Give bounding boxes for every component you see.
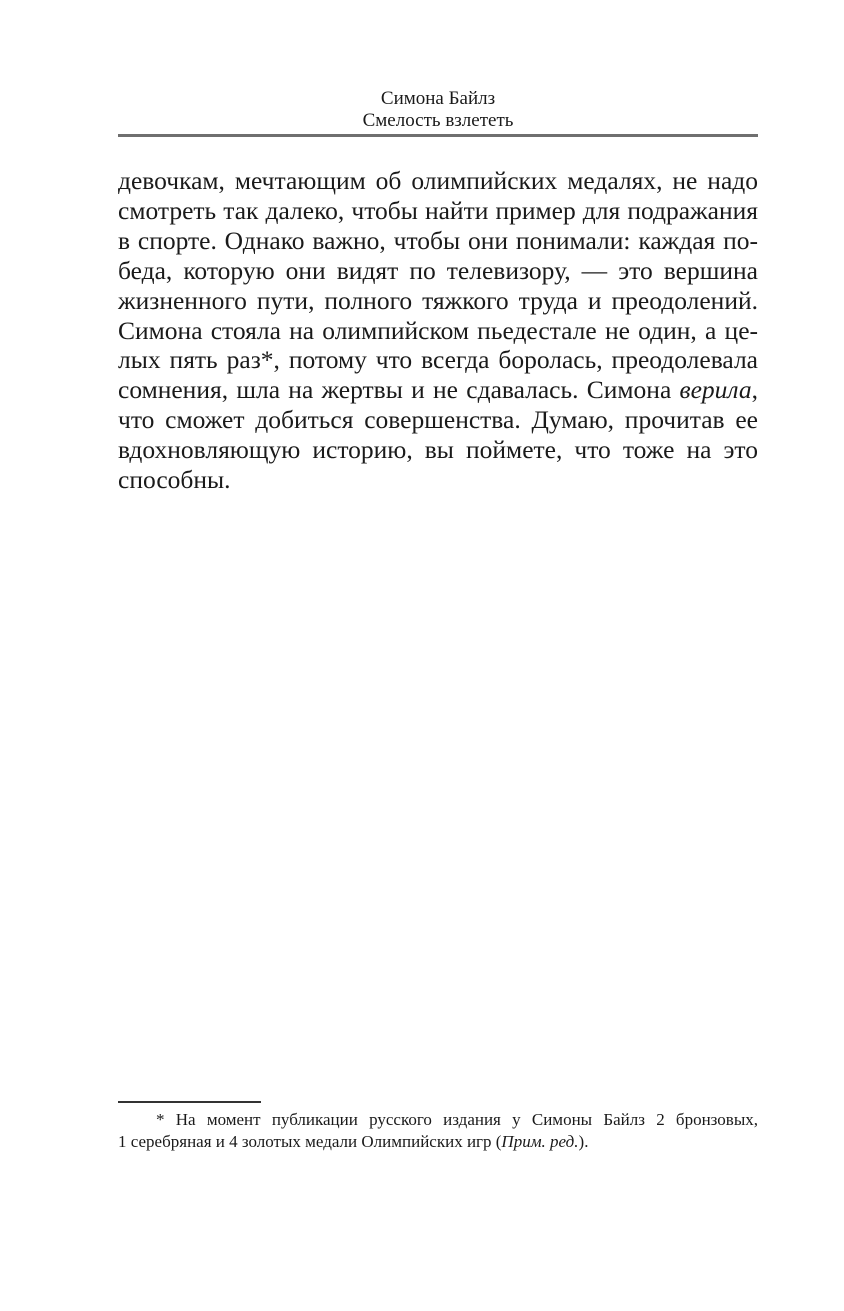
body-line: Симона стояла на олимпийском пьедестале не один, а це- <box>118 315 758 345</box>
footnote-editor-note: Прим. ред. <box>501 1132 579 1151</box>
footnote-rule <box>118 1101 261 1103</box>
body-line: беда, которую они видят по телевизору, — это вершина <box>118 255 758 285</box>
body-line: в спорте. Однако важно, чтобы они понимали: каждая по- <box>118 225 758 255</box>
body-line: способны. <box>118 465 231 495</box>
footnote-text-run: ). <box>578 1132 589 1151</box>
body-line: жизненного пути, полного тяжкого труда и преодолений. <box>118 285 758 315</box>
body-line: что сможет добиться совершенства. Думаю, прочитав ее <box>118 405 758 435</box>
body-line <box>118 375 758 405</box>
running-head <box>118 88 758 132</box>
body-line: девочкам, мечтающим об олимпийских медалях, не надо <box>118 166 758 195</box>
footnote-line: * На момент публикации русского издания у Симоны Байлз 2 бронзовых, <box>156 1110 758 1129</box>
body-text-run: сомнения, шла на жертвы и не сдавалась. Симона <box>118 375 680 405</box>
running-head-author: Симона Байлз <box>380 88 496 109</box>
body-line: вдохновляющую историю, вы поймете, что тоже на это <box>118 435 758 465</box>
body-line: смотреть так далеко, чтобы найти пример для подражания <box>118 195 758 225</box>
emphasis-verila: верила <box>679 375 752 405</box>
body-text-run: , <box>751 375 758 405</box>
running-head-title: Смелость взлететь <box>362 110 514 131</box>
footnote-line <box>118 1131 758 1153</box>
body-line: лых пять раз*, потому что всегда боролась, преодолевала <box>118 345 758 375</box>
footnote <box>118 1109 758 1153</box>
footnote-text-run: 1 серебряная и 4 золотых медали Олимпийских игр ( <box>118 1132 502 1151</box>
body-paragraph <box>118 166 758 495</box>
header-rule <box>118 134 758 137</box>
